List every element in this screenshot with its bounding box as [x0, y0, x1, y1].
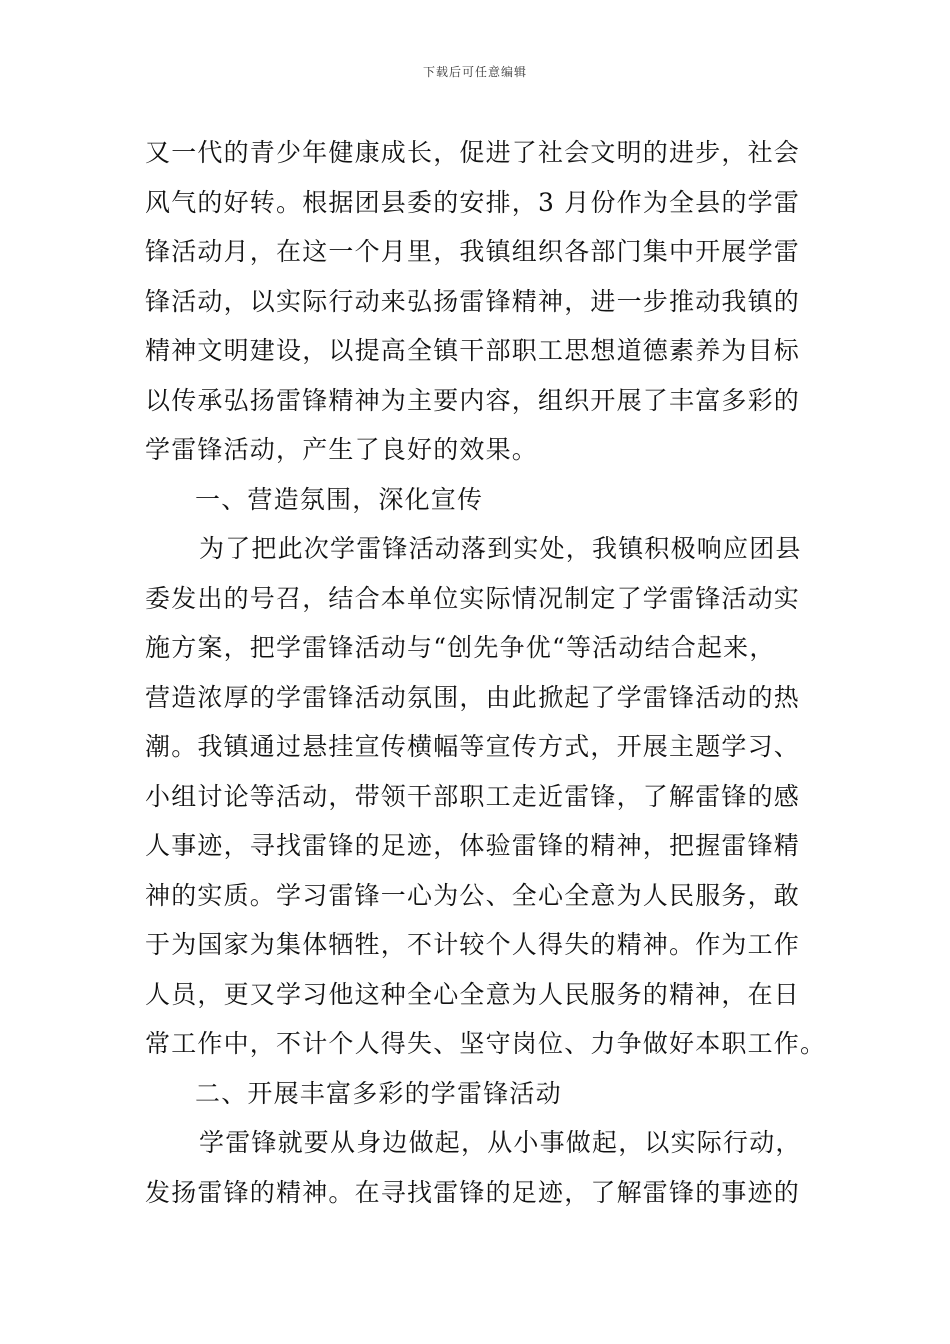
text-line: 学雷锋活动，产生了良好的效果。: [145, 435, 539, 464]
text-line: 小组讨论等活动，带领干部职工走近雷锋，了解雷锋的感: [145, 781, 801, 811]
text-line: 为了把此次学雷锋活动落到实处，我镇积极响应团县: [199, 534, 802, 563]
text-line: 锋活动，以实际行动来弘扬雷锋精神，进一步推动我镇的: [145, 286, 801, 316]
text-line: 施方案，把学雷锋活动与“创先争优“等活动结合起来，: [145, 633, 776, 662]
text-line: 委发出的号召，结合本单位实际情况制定了学雷锋活动实: [145, 583, 801, 613]
section-heading-2: 二、开展丰富多彩的学雷锋活动: [195, 1078, 562, 1108]
text-line: 人事迹，寻找雷锋的足迹，体验雷锋的精神，把握雷锋精: [145, 831, 801, 860]
text-line: 精神文明建设，以提高全镇干部职工思想道德素养为目标: [145, 336, 801, 365]
text-line: 于为国家为集体牺牲，不计较个人得失的精神。作为工作: [145, 930, 801, 959]
text-line: 以传承弘扬雷锋精神为主要内容，组织开展了丰富多彩的: [145, 385, 801, 415]
text-line: 潮。我镇通过悬挂宣传横幅等宣传方式，开展主题学习、: [145, 732, 801, 761]
text-line: 学雷锋就要从身边做起，从小事做起，以实际行动，: [199, 1128, 802, 1157]
text-line: 常工作中，不计个人得失、坚守岗位、力争做好本职工作。: [145, 1029, 827, 1058]
text-line: 锋活动月，在这一个月里，我镇组织各部门集中开展学雷: [145, 237, 801, 266]
text-line: 营造浓厚的学雷锋活动氛围，由此掀起了学雷锋活动的热: [145, 682, 801, 712]
text-line: 又一代的青少年健康成长，促进了社会文明的进步，社会: [145, 138, 801, 167]
page-header: 下载后可任意编辑: [422, 65, 527, 79]
text-line: 发扬雷锋的精神。在寻找雷锋的足迹，了解雷锋的事迹的: [145, 1177, 801, 1207]
text-line: 人员，更又学习他这种全心全意为人民服务的精神，在日: [145, 979, 801, 1009]
text-line: 风气的好转。根据团县委的安排，3 月份作为全县的学雷: [145, 187, 801, 217]
document-body: [145, 128, 827, 1217]
text-line: 神的实质。学习雷锋一心为公、全心全意为人民服务，敢: [145, 880, 801, 910]
section-heading-1: 一、营造氛围，深化宣传: [195, 484, 484, 514]
